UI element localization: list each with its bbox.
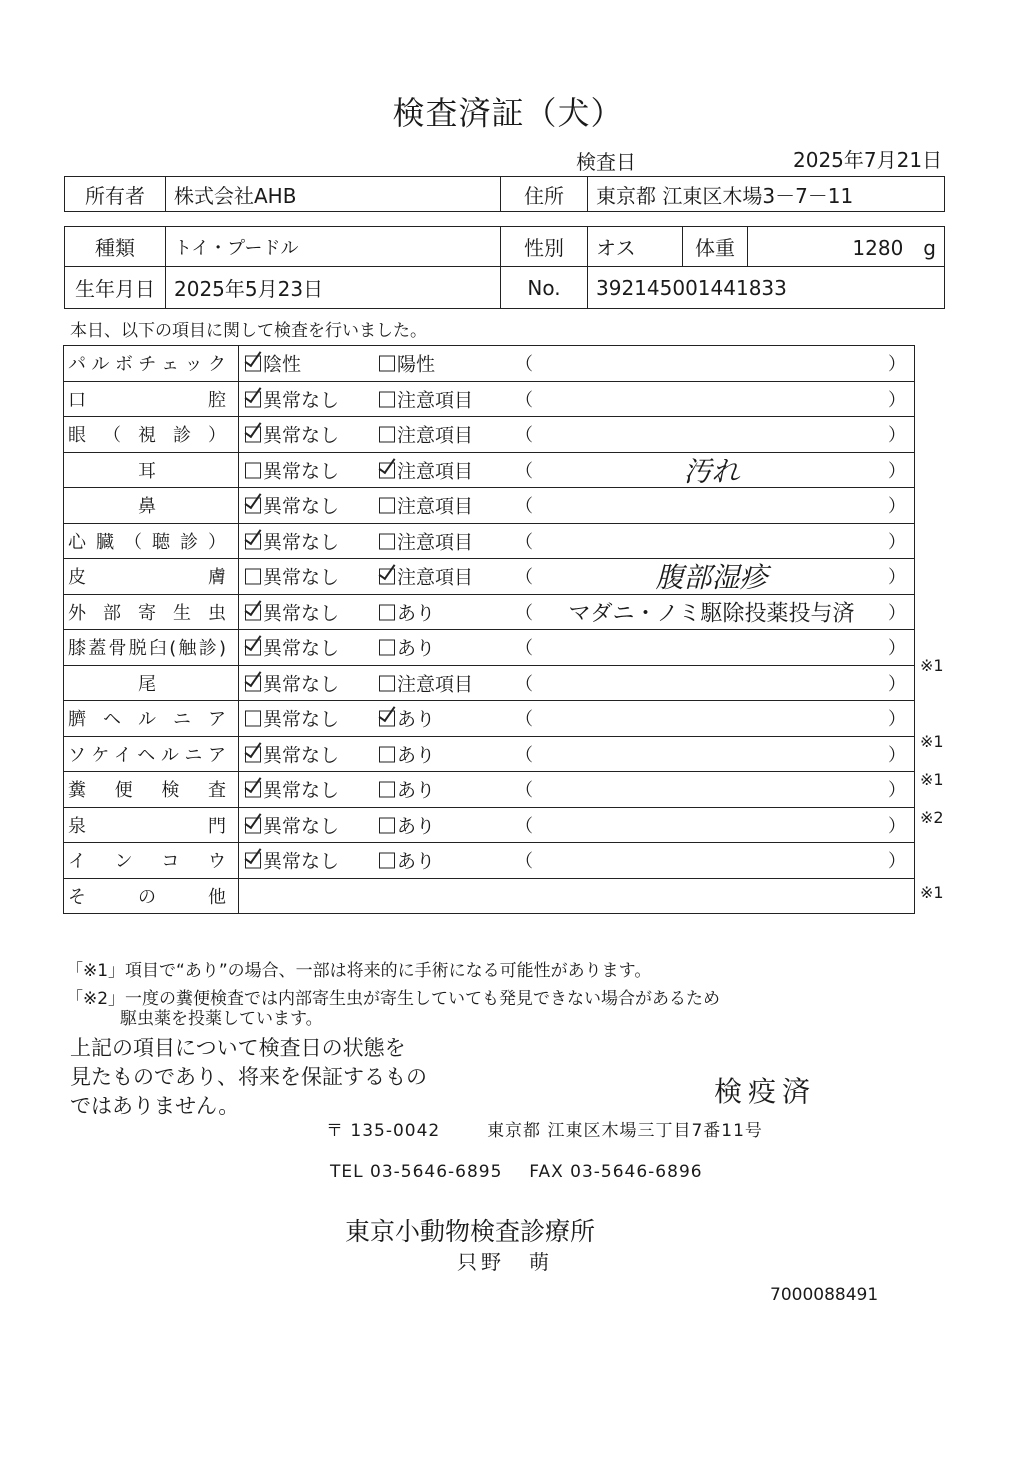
other-label: その他 [68, 886, 226, 908]
disclaimer [70, 1034, 427, 1121]
option-label: 注意項目 [397, 495, 474, 518]
item-option[interactable] [245, 421, 339, 448]
item-result-cell [239, 701, 915, 737]
item-name: ソケイヘルニア [68, 744, 226, 766]
option-label: 異常なし [263, 708, 340, 731]
paren-close: ） [888, 780, 906, 802]
item-option[interactable] [245, 705, 339, 732]
item-option[interactable] [379, 669, 473, 696]
checked-box-icon[interactable] [245, 356, 261, 372]
breed-label: 種類 [65, 227, 166, 267]
checkbox-icon[interactable] [379, 675, 395, 691]
table-row [64, 381, 915, 417]
item-option[interactable] [379, 598, 435, 625]
option-label: 注意項目 [397, 389, 474, 412]
item-option[interactable] [379, 350, 435, 377]
table-row [64, 843, 915, 879]
paren-open: （ [515, 460, 533, 482]
owner-table [64, 176, 945, 212]
checkbox-icon[interactable] [245, 569, 261, 585]
table-row [64, 630, 915, 666]
option-label: 注意項目 [397, 566, 474, 589]
item-name: 膝蓋骨脱臼(触診) [68, 638, 226, 660]
item-option[interactable] [379, 776, 435, 803]
address-label: 住所 [501, 177, 588, 212]
footnote-mark: ※1 [920, 732, 944, 751]
checkbox-icon[interactable] [379, 533, 395, 549]
item-name: パルボチェック [68, 354, 226, 376]
item-result-cell [239, 772, 915, 808]
option-label: あり [397, 744, 436, 767]
item-name-cell [64, 594, 239, 630]
item-note: 腹部湿疹 [655, 561, 768, 595]
paren-open: （ [515, 744, 533, 766]
checkbox-icon[interactable] [379, 498, 395, 514]
item-option[interactable] [379, 634, 435, 661]
no-label: No. [501, 267, 588, 309]
item-option[interactable] [245, 634, 339, 661]
option-label: あり [397, 850, 436, 873]
checked-box-icon[interactable] [245, 427, 261, 443]
item-note: 汚れ [683, 454, 740, 488]
option-label: 注意項目 [397, 673, 474, 696]
item-result-cell [239, 346, 915, 382]
quarantine-stamp: 検疫済 [714, 1075, 817, 1108]
option-label: 異常なし [263, 460, 340, 483]
item-name-cell [64, 736, 239, 772]
sex-label: 性別 [501, 227, 588, 267]
item-result-cell [239, 559, 915, 595]
paren-close: ） [888, 460, 906, 482]
paren-close: ） [888, 602, 906, 624]
paren-close: ） [888, 673, 906, 695]
item-result-cell [239, 452, 915, 488]
checked-box-icon[interactable] [245, 391, 261, 407]
table-row [64, 665, 915, 701]
option-label: あり [397, 708, 436, 731]
option-label: 異常なし [263, 744, 340, 767]
checkbox-icon[interactable] [379, 853, 395, 869]
item-note: マダニ・ノミ駆除投薬投与済 [568, 601, 855, 627]
paren-close: ） [888, 389, 906, 411]
checked-box-icon[interactable] [245, 498, 261, 514]
paren-close: ） [888, 851, 906, 873]
paren-close: ） [888, 567, 906, 589]
option-label: 陽性 [397, 353, 436, 376]
checkbox-icon[interactable] [379, 604, 395, 620]
footnote-3: 駆虫薬を投薬しています。 [120, 1009, 323, 1029]
checked-box-icon[interactable] [379, 569, 395, 585]
item-name-cell [64, 381, 239, 417]
no-value: 392145001441833 [588, 267, 945, 309]
option-label: 異常なし [263, 531, 340, 554]
item-option[interactable] [379, 563, 473, 590]
checkbox-icon[interactable] [379, 782, 395, 798]
disclaimer-line: 上記の項目について検査日の状態を [70, 1036, 406, 1060]
item-name: 眼（視診） [68, 425, 226, 447]
paren-open: （ [515, 638, 533, 660]
table-row [64, 523, 915, 559]
veterinarian-name: 只野 萌 [457, 1250, 553, 1274]
certificate-title: 検査済証（犬） [392, 94, 624, 132]
paren-close: ） [888, 744, 906, 766]
table-row [64, 559, 915, 595]
option-label: あり [397, 637, 436, 660]
checkbox-icon[interactable] [245, 711, 261, 727]
breed-value: トイ・プードル [166, 227, 501, 267]
checked-box-icon[interactable] [379, 711, 395, 727]
item-name: 心臓（聴診） [68, 531, 226, 553]
item-name: 皮膚 [68, 567, 226, 589]
table-row [64, 346, 915, 382]
item-option[interactable] [245, 740, 339, 767]
clinic-phone-line [330, 1162, 703, 1182]
item-name: 糞便検査 [68, 780, 226, 802]
option-label: 異常なし [263, 566, 340, 589]
option-label: あり [397, 602, 436, 625]
item-option[interactable] [245, 350, 301, 377]
paren-open: （ [515, 673, 533, 695]
table-row [64, 452, 915, 488]
checkbox-icon[interactable] [379, 746, 395, 762]
item-option[interactable] [245, 847, 339, 874]
option-label: 注意項目 [397, 460, 474, 483]
birth-label: 生年月日 [65, 267, 166, 309]
inspection-items-table [63, 345, 915, 914]
item-result-cell [239, 417, 915, 453]
item-option[interactable] [379, 456, 473, 483]
item-name: 泉門 [68, 815, 226, 837]
option-label: あり [397, 815, 436, 838]
checked-box-icon[interactable] [245, 533, 261, 549]
table-row [64, 701, 915, 737]
table-row [64, 807, 915, 843]
checkbox-icon[interactable] [379, 427, 395, 443]
footnote-mark: ※1 [920, 769, 944, 789]
option-label: 異常なし [263, 779, 340, 802]
item-option[interactable] [379, 492, 473, 519]
checked-box-icon[interactable] [245, 853, 261, 869]
item-option[interactable] [379, 421, 473, 448]
item-option[interactable] [379, 527, 473, 554]
clinic-fax: FAX 03-5646-6896 [529, 1162, 703, 1182]
footnote-mark: ※1 [920, 883, 944, 903]
clinic-address: 東京都 江東区木場三丁目7番11号 [487, 1121, 763, 1141]
item-name: 耳 [138, 460, 156, 482]
paren-close: ） [888, 638, 906, 660]
inspection-date: 2025年7月21日 [793, 148, 943, 172]
item-name-cell [64, 559, 239, 595]
inspection-date-label: 検査日 [576, 150, 636, 174]
item-option[interactable] [379, 847, 435, 874]
paren-close: ） [888, 354, 906, 376]
item-option[interactable] [379, 811, 435, 838]
item-result-cell [239, 488, 915, 524]
other-label-cell [64, 878, 239, 914]
item-name-cell [64, 523, 239, 559]
paren-open: （ [515, 815, 533, 837]
paren-open: （ [515, 496, 533, 518]
item-option[interactable] [245, 776, 339, 803]
item-name: 外部寄生虫 [68, 602, 226, 624]
paren-open: （ [515, 354, 533, 376]
checkbox-icon[interactable] [379, 640, 395, 656]
item-option[interactable] [245, 527, 339, 554]
item-option[interactable] [379, 385, 473, 412]
item-option[interactable] [245, 598, 339, 625]
paren-open: （ [515, 531, 533, 553]
paren-open: （ [515, 851, 533, 873]
option-label: 陰性 [263, 353, 302, 376]
paren-open: （ [515, 389, 533, 411]
checked-box-icon[interactable] [245, 817, 261, 833]
item-result-cell [239, 381, 915, 417]
weight-value: 1280 g [748, 227, 945, 267]
paren-close: ） [888, 709, 906, 731]
option-label: 異常なし [263, 637, 340, 660]
checked-box-icon[interactable] [245, 782, 261, 798]
item-name-cell [64, 630, 239, 666]
item-result-cell [239, 843, 915, 879]
item-name: 口腔 [68, 389, 226, 411]
item-result-cell [239, 523, 915, 559]
sex-value: オス [588, 227, 683, 267]
paren-open: （ [515, 425, 533, 447]
disclaimer-line: ではありません。 [70, 1094, 240, 1118]
item-name: 尾 [138, 673, 156, 695]
item-name-cell [64, 346, 239, 382]
item-option[interactable] [245, 385, 339, 412]
paren-close: ） [888, 531, 906, 553]
table-row [64, 736, 915, 772]
item-option[interactable] [379, 740, 435, 767]
item-option[interactable] [245, 456, 339, 483]
item-result-cell [239, 594, 915, 630]
paren-open: （ [515, 567, 533, 589]
item-option[interactable] [245, 492, 339, 519]
footnote-2: 「※2」一度の糞便検査では内部寄生虫が寄生していても発見できない場合があるため [66, 989, 721, 1009]
option-label: 異常なし [263, 424, 340, 447]
table-row [64, 594, 915, 630]
birth-value: 2025年5月23日 [166, 267, 501, 309]
paren-close: ） [888, 425, 906, 447]
checked-box-icon[interactable] [379, 462, 395, 478]
item-name-cell [64, 772, 239, 808]
footnote-mark: ※1 [920, 656, 944, 676]
checked-box-icon[interactable] [245, 746, 261, 762]
checkbox-icon[interactable] [245, 462, 261, 478]
option-label: 注意項目 [397, 424, 474, 447]
item-name-cell [64, 488, 239, 524]
checkbox-icon[interactable] [379, 817, 395, 833]
clinic-postal: 〒 135-0042 [326, 1121, 441, 1141]
item-name: インコウ [68, 851, 226, 873]
item-option[interactable] [245, 811, 339, 838]
item-result-cell [239, 807, 915, 843]
item-option[interactable] [245, 669, 339, 696]
paren-open: （ [515, 602, 533, 624]
item-result-cell [239, 665, 915, 701]
option-label: 異常なし [263, 495, 340, 518]
table-row [64, 488, 915, 524]
option-label: 異常なし [263, 815, 340, 838]
item-name-cell [64, 452, 239, 488]
clinic-name: 東京小動物検査診療所 [344, 1217, 595, 1246]
item-name: 鼻 [138, 496, 156, 518]
owner-value: 株式会社AHB [166, 177, 501, 212]
disclaimer-line: 見たものであり、将来を保証するもの [70, 1065, 427, 1089]
option-label: 注意項目 [397, 531, 474, 554]
item-result-cell [239, 736, 915, 772]
item-name-cell [64, 807, 239, 843]
table-row [64, 417, 915, 453]
table-row [64, 772, 915, 808]
footnote-mark: ※2 [920, 807, 944, 827]
document-number: 7000088491 [770, 1285, 879, 1305]
owner-label: 所有者 [65, 177, 166, 212]
checked-box-icon[interactable] [245, 675, 261, 691]
option-label: 異常なし [263, 602, 340, 625]
paren-open: （ [515, 780, 533, 802]
item-name: 臍ヘルニア [68, 709, 226, 731]
option-label: 異常なし [263, 850, 340, 873]
item-name-cell [64, 701, 239, 737]
option-label: 異常なし [263, 673, 340, 696]
pet-table [64, 226, 945, 309]
item-option[interactable] [245, 563, 339, 590]
option-label: あり [397, 779, 436, 802]
paren-close: ） [888, 496, 906, 518]
item-result-cell [239, 630, 915, 666]
checkbox-icon[interactable] [379, 391, 395, 407]
intro-text: 本日、以下の項目に関して検査を行いました。 [70, 321, 427, 341]
option-label: 異常なし [263, 389, 340, 412]
item-name-cell [64, 665, 239, 701]
footnote-1: 「※1」項目で“あり”の場合、一部は将来的に手術になる可能性があります。 [66, 961, 652, 981]
weight-label: 体重 [683, 227, 748, 267]
clinic-address-line [326, 1116, 763, 1141]
other-value-cell [239, 878, 915, 914]
item-name-cell [64, 417, 239, 453]
address-value: 東京都 江東区木場3－7－11 [588, 177, 945, 212]
clinic-tel: TEL 03-5646-6895 [330, 1162, 503, 1182]
checked-box-icon[interactable] [245, 604, 261, 620]
item-option[interactable] [379, 705, 435, 732]
paren-open: （ [515, 709, 533, 731]
checkbox-icon[interactable] [379, 356, 395, 372]
checked-box-icon[interactable] [245, 640, 261, 656]
table-row-other [64, 878, 915, 914]
paren-close: ） [888, 815, 906, 837]
item-name-cell [64, 843, 239, 879]
